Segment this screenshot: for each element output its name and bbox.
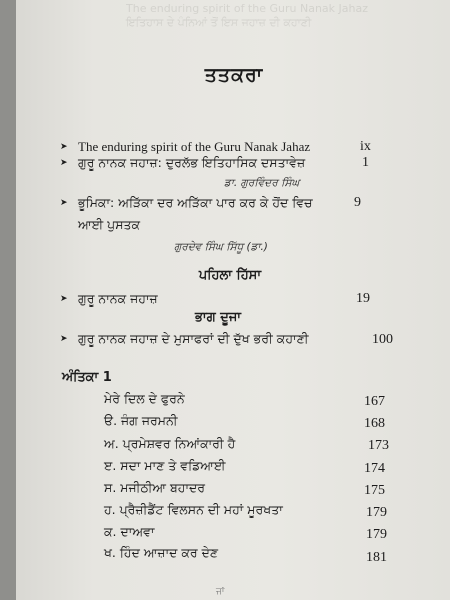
entry-author: ਡਾ. ਗੁਰਵਿੰਦਰ ਸਿੰਘ [224,177,300,189]
appendix-item: ਮੇਰੇ ਦਿਲ ਦੇ ਫੁਰਨੇ [104,391,185,406]
arrow-bullet-icon: ➤ [60,198,68,208]
entry-title: ਗੁਰੂ ਨਾਨਕ ਜਹਾਜ਼ [78,291,158,306]
entry-title: ਗੁਰੂ ਨਾਨਕ ਜਹਾਜ਼: ਦੁਰਲੱਭ ਇਤਿਹਾਸਿਕ ਦਸਤਾਵੇਜ਼ [78,155,306,170]
page-number: ix [360,139,371,154]
appendix-item: ਹ. ਪ੍ਰੈਜ਼ੀਡੈਂਟ ਵਿਲਸਨ ਦੀ ਮਹਾਂ ਮੂਰਖਤਾ [104,502,283,517]
entry-title-continued: ਆਈ ਪੁਸਤਕ [78,217,141,232]
page-number: 19 [356,291,370,306]
bleed-line-2: ਇਤਿਹਾਸ ਦੇ ਪੰਨਿਆਂ ਤੋਂ ਇਸ ਜਹਾਜ਼ ਦੀ ਕਹਾਣੀ [126,16,312,29]
arrow-bullet-icon: ➤ [60,334,68,344]
arrow-bullet-icon: ➤ [60,294,68,304]
page-number: 175 [364,483,385,498]
entry-author: ਗੁਰਦੇਵ ਸਿੰਘ ਸਿੱਧੂ (ਡਾ.) [174,241,268,253]
page-number: 9 [354,195,361,210]
section-heading: ਪਹਿਲਾ ਹਿੱਸਾ [198,268,262,283]
appendix-item: ੲ. ਸਦਾ ਮਾਣ ਤੇ ਵਡਿਆਈ [104,458,226,473]
page-number: 168 [364,416,385,431]
appendix-item: ਖ. ਹਿੰਦ ਆਜ਼ਾਦ ਕਰ ਦੇਣ [104,545,219,560]
page-number: 181 [366,550,387,565]
appendix-item: ਅ. ਪ੍ਰਮੇਸ਼ਵਰ ਨਿਆਂਕਾਰੀ ਹੈ [104,436,236,451]
page-number: 174 [364,461,385,476]
appendix-heading: ਅੰਤਿਕਾ 1 [62,370,112,385]
entry-title: The enduring spirit of the Guru Nanak Jahaz [78,139,311,154]
page-number: 1 [362,155,369,170]
arrow-bullet-icon: ➤ [60,142,68,152]
page-number: 173 [368,438,389,453]
page-number: 179 [366,527,387,542]
section-heading: ਭਾਗ ਦੂਜਾ [194,310,242,325]
bleed-line-1: The enduring spirit of the Guru Nanak Jahaz [126,2,368,15]
entry-title: ਗੁਰੂ ਨਾਨਕ ਜਹਾਜ਼ ਦੇ ਮੁਸਾਫਰਾਂ ਦੀ ਦੁੱਖ ਭਰੀ ਕਹਾਣੀ [78,331,309,346]
book-page [16,0,450,600]
page-footer: ਜਾਂ [216,587,225,597]
appendix-item: ੳ. ਜੰਗ ਜਰਮਨੀ [104,413,178,428]
page-number: 167 [364,394,385,409]
bleed-through-text [126,2,446,30]
page-title: ਤਤਕਰਾ [204,64,264,86]
appendix-item: ਕ. ਦਾਅਵਾ [104,524,155,539]
page-number: 179 [366,505,387,520]
entry-title: ਭੂਮਿਕਾ: ਅੜਿੱਕਾ ਦਰ ਅੜਿੱਕਾ ਪਾਰ ਕਰ ਕੇ ਹੋਂਦ ਵਿਚ [78,195,313,210]
appendix-item: ਸ. ਮਜੀਠੀਆ ਬਹਾਦਰ [104,480,206,495]
arrow-bullet-icon: ➤ [60,158,68,168]
page-number: 100 [372,332,393,347]
